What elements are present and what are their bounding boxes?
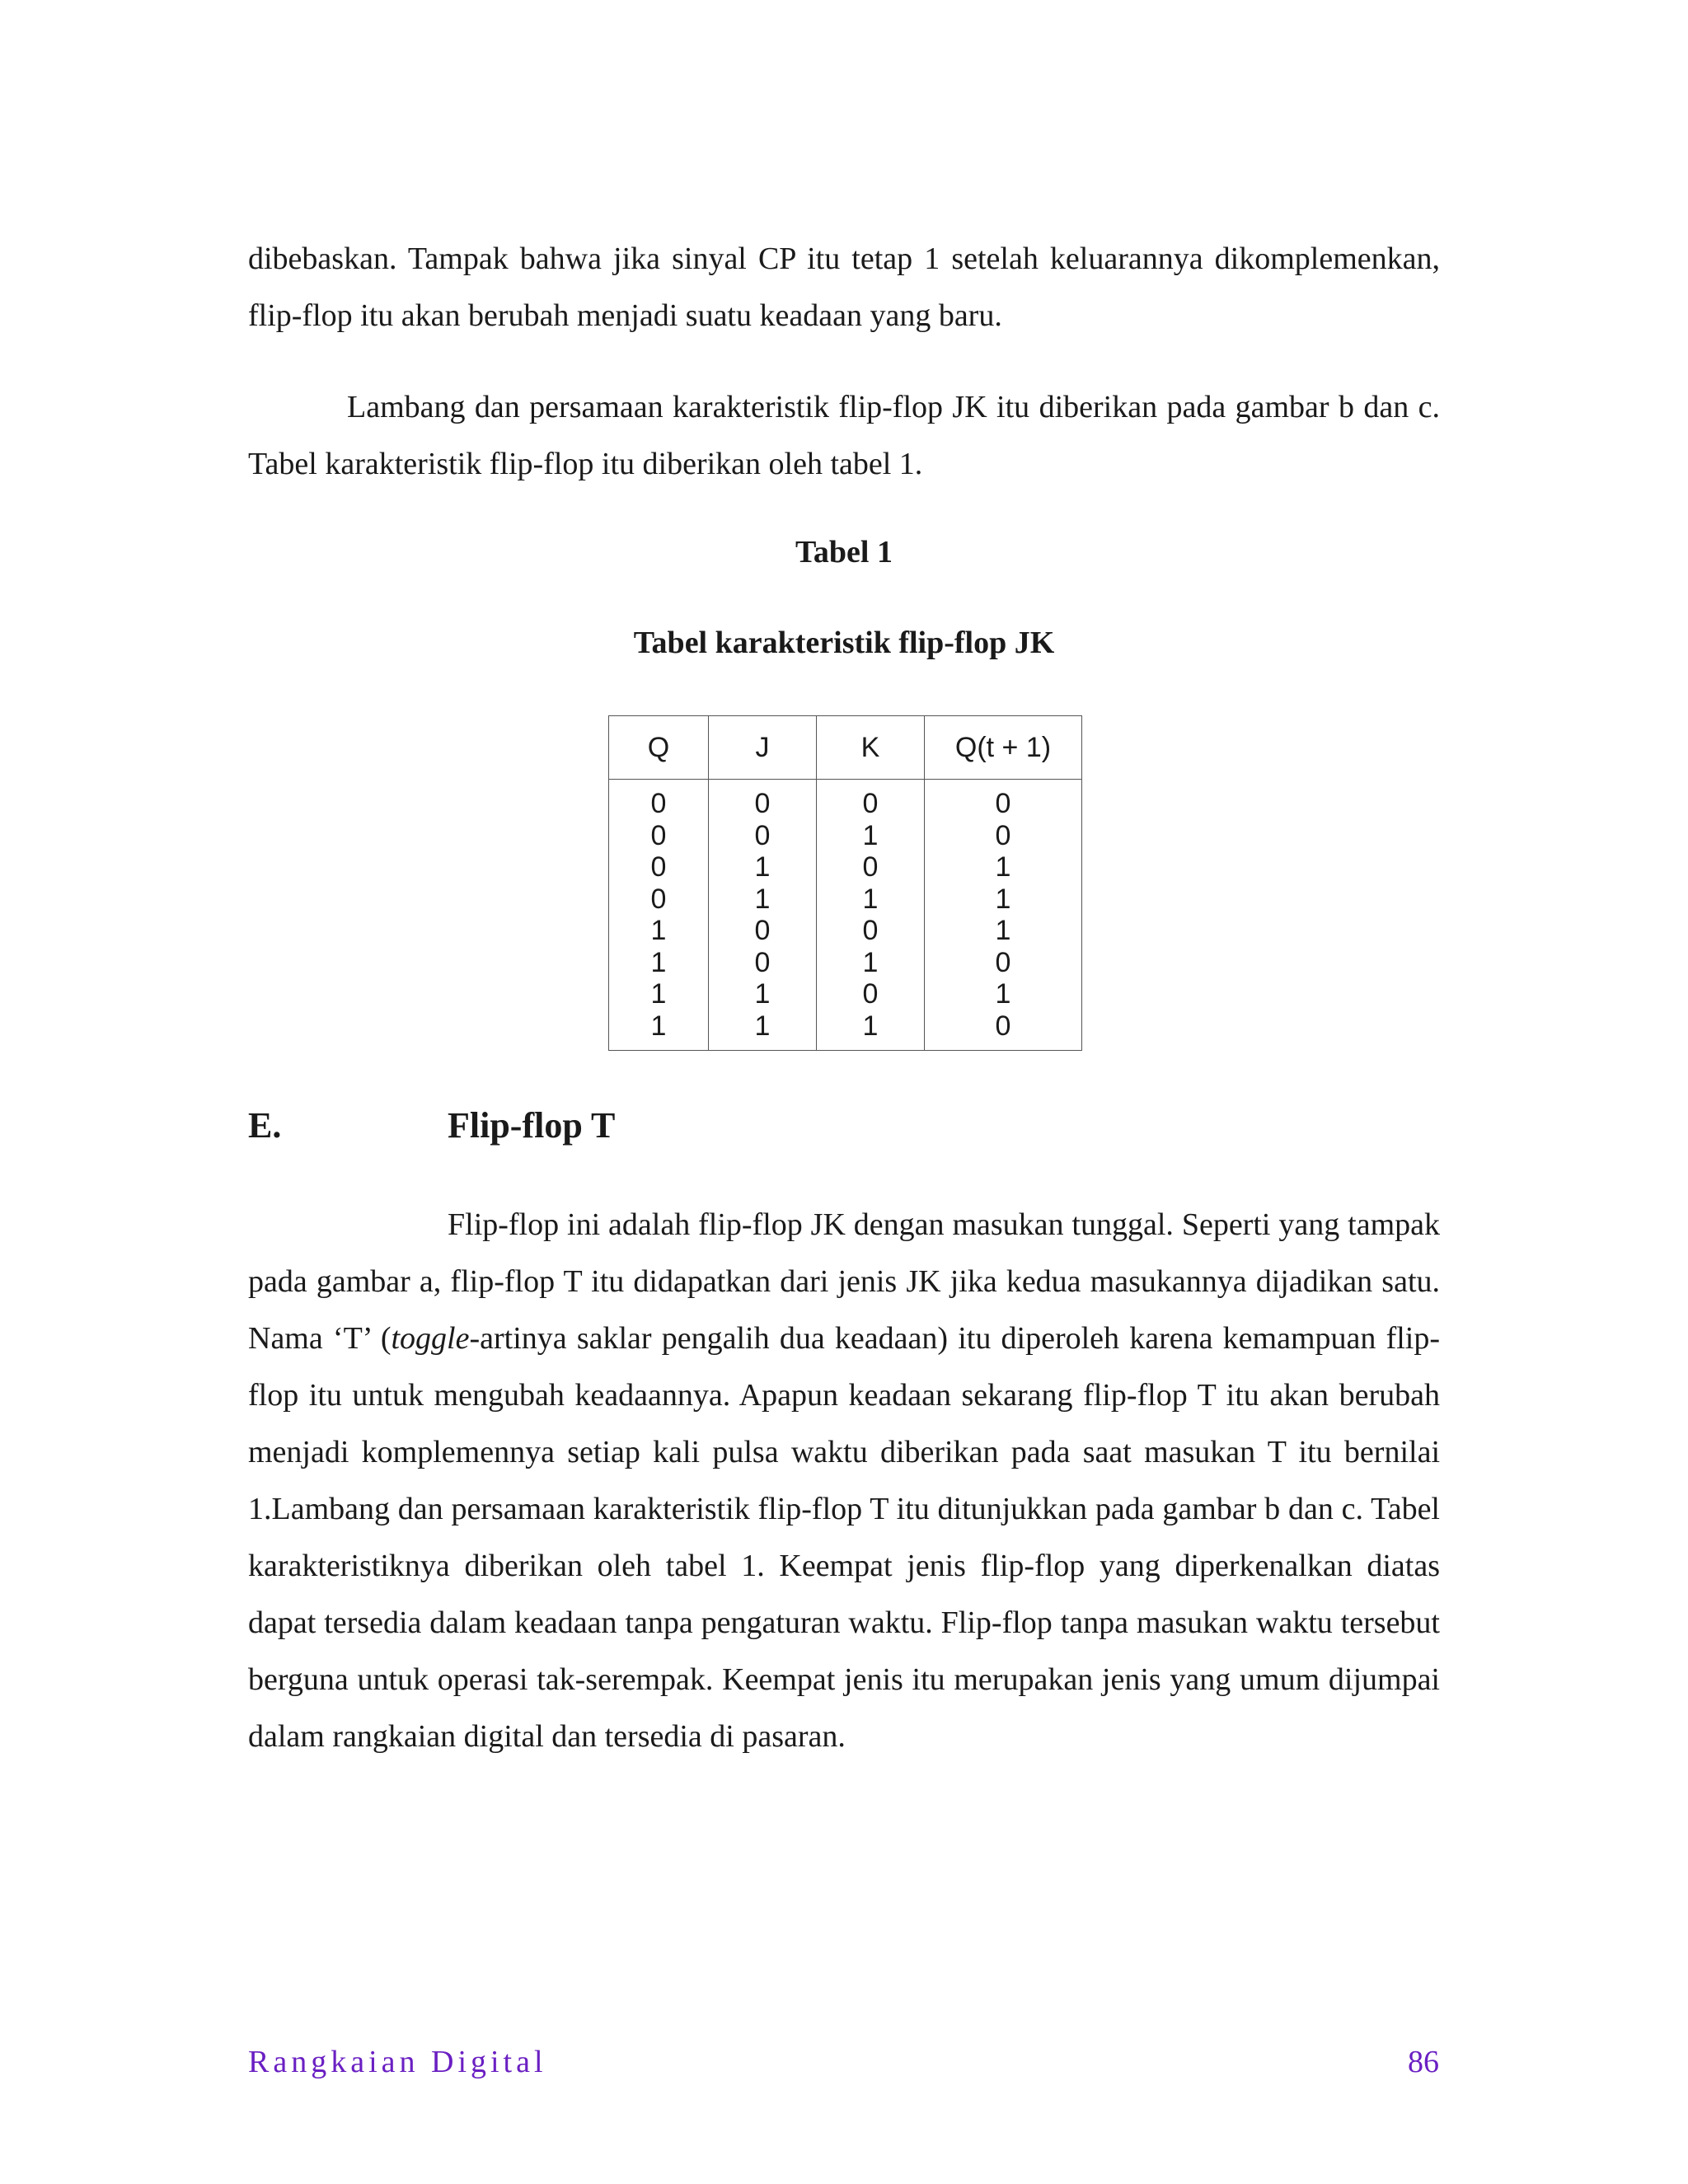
table-cell: 1 (995, 883, 1011, 915)
footer-book-title: Rangkaian Digital (248, 2045, 547, 2079)
column-j-values (709, 780, 817, 1051)
table-cell: 1 (862, 946, 879, 978)
table-body-row (609, 780, 1082, 1051)
table-cell: 0 (650, 788, 667, 819)
paragraph-jk-symbol: Lambang dan persamaan karakteristik flip-flop JK itu diberikan pada gambar b dan c. Tabel karakteristik flip-flop itu diberikan oleh tabel 1. (248, 390, 1440, 481)
paragraph-flip-flop-t (248, 1197, 1440, 1765)
table-header-row (609, 716, 1082, 780)
table-cell: 1 (650, 946, 667, 978)
jk-characteristic-table (608, 715, 1082, 1051)
table-cell: 1 (650, 1010, 667, 1042)
table-cell: 0 (995, 819, 1011, 851)
table-cell: 0 (754, 915, 771, 946)
header-j: J (709, 716, 817, 780)
table-cell: 0 (650, 819, 667, 851)
paragraph-continuation: dibebaskan. Tampak bahwa jika sinyal CP itu tetap 1 setelah keluarannya dikomplemenkan, flip-flop itu akan berubah menjadi suatu keadaan yang baru. (248, 241, 1440, 333)
table-cell: 0 (995, 788, 1011, 819)
header-q-next: Q(t + 1) (925, 716, 1082, 780)
table-cell: 1 (862, 819, 879, 851)
header-k: K (817, 716, 925, 780)
table-cell: 0 (650, 851, 667, 883)
column-q-values (609, 780, 709, 1051)
column-k-values (817, 780, 925, 1051)
table-cell: 0 (862, 851, 879, 883)
header-q: Q (609, 716, 709, 780)
table-cell: 0 (862, 978, 879, 1010)
paragraph-text-part2: -artinya saklar pengalih dua keadaan) itu diperoleh karena kemampuan flip-flop itu untuk mengubah keadaannya. Apapun keadaan sekarang flip-flop T itu akan berubah menjadi komplemennya setiap kali pulsa waktu diberikan pada saat masukan T itu bernilai 1.Lambang dan persamaan karakteristik flip-flop T itu ditunjukkan pada gambar b dan c. Tabel karakteristiknya diberikan oleh tabel 1. Keempat jenis flip-flop yang diperkenalkan diatas dapat tersedia dalam keadaan tanpa pengaturan waktu. Flip-flop tanpa masukan waktu tersebut berguna untuk operasi tak-serempak. Keempat jenis itu merupakan jenis yang umum dijumpai dalam rangkaian digital dan tersedia di pasaran. (248, 1321, 1441, 1754)
table-caption-number: Tabel 1 (795, 535, 893, 569)
table-cell: 0 (862, 788, 879, 819)
table-caption-title: Tabel karakteristik flip-flop JK (633, 626, 1055, 660)
table-cell: 1 (754, 883, 771, 915)
table-cell: 1 (754, 1010, 771, 1042)
paragraph-italic-term: toggle (391, 1321, 470, 1356)
table-cell: 1 (754, 851, 771, 883)
table-cell: 1 (754, 978, 771, 1010)
table-cell: 0 (754, 819, 771, 851)
table-cell: 1 (995, 851, 1011, 883)
paragraph-text-part1: Flip-flop ini adalah flip-flop JK dengan masukan tunggal. Seperti yang tampak pada gambar a, flip-flop T itu didapatkan dari jenis JK jika kedua masukannya dijadikan satu. Nama ‘T’ ( (248, 1207, 1440, 1356)
table-cell: 1 (995, 915, 1011, 946)
footer-page-number: 86 (1408, 2045, 1439, 2079)
table-cell: 0 (754, 788, 771, 819)
table-cell: 0 (995, 946, 1011, 978)
table-cell: 1 (650, 915, 667, 946)
section-letter: E. (248, 1105, 282, 1146)
table-cell: 1 (995, 978, 1011, 1010)
table-cell: 1 (650, 978, 667, 1010)
table-cell: 0 (650, 883, 667, 915)
table-cell: 0 (862, 915, 879, 946)
column-q-next-values (925, 780, 1082, 1051)
table-cell: 1 (862, 1010, 879, 1042)
section-title: Flip-flop T (448, 1105, 616, 1146)
characteristic-table-wrapper (608, 715, 1082, 1051)
table-cell: 0 (995, 1010, 1011, 1042)
table-cell: 0 (754, 946, 771, 978)
table-cell: 1 (862, 883, 879, 915)
